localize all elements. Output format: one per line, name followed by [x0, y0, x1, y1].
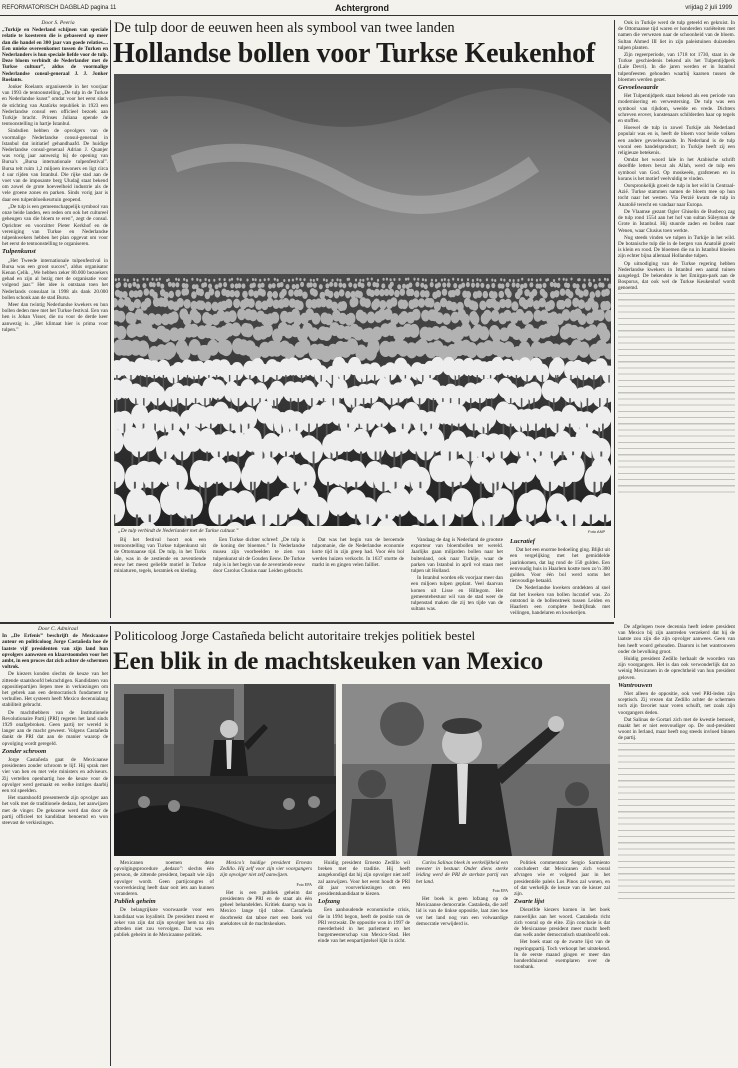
- section-title: Achtergrond: [335, 3, 389, 13]
- story2-subheading: Wantrouwen: [618, 681, 653, 689]
- story1-byline: Door S. Peeria: [41, 20, 75, 26]
- story1-headline: Hollandse bollen voor Turkse Keukenhof: [113, 38, 596, 69]
- salinas-photo: [342, 684, 610, 856]
- story2-left-column: [2, 626, 108, 1066]
- story1-right-column: [618, 20, 735, 620]
- story1-paragraph: De Vlaamse gezant Ogier Ghiselin de Busbecq zag de tulp rond 1554 aan het hof van sultan Süleyman de Grote in Istanbul. Hij stuurde zaden en bollen naar Wenen, waar Clusius toen werkte.: [618, 208, 735, 234]
- story2-paragraph: De kiezers konden slechts de keuze van het zittende staatshoofd bekrachtigen. Kandidaten van oppositiepartijen liepen mee in verkiezingen om het gebrek aan een democratisch fundament te verhullen. Het systeem heeft Mexico decennialang stabiliteit gebracht.: [2, 671, 108, 709]
- story1-column: [114, 537, 206, 618]
- story1-column: [213, 537, 305, 618]
- column-rule: [110, 626, 111, 1066]
- story2-paragraph: Politiek commentator Sergio Sarmiento concludeert dat Mexicanen zich vooral afvragen wie er volgend jaar in het presidentiële paleis Los Pinos zal wonen, en of dat werkelijk de keuze van de kiezer zal zijn.: [514, 860, 610, 898]
- story2-right-column: [618, 624, 735, 1066]
- story1-column: [312, 537, 404, 618]
- story1-paragraph: Op uitnodiging van de Turkse regering hebben Nederlandse kwekers in Istanbul een aantal tuinen aangelegd. De bekendste is het Emirgan-park aan de Bosporus, dat ook wel de Turkse Keukenhof wordt genoemd.: [618, 260, 735, 292]
- story2-paragraph: Een aanhoudende economische crisis, die in 1994 begon, heeft de positie van de PRI verzwakt. De oppositie won in 1997 de meerderheid in het parlement en het burgemeesterschap van Mexico-Stad. Het einde van het eenpartijstelsel lijkt in zicht.: [318, 907, 410, 945]
- story1-paragraph: Omdat het woord lale in het Arabische schrift dezelfde letters bevat als Allah, werd de tulp een symbool van God. Op moskeeën, grafstenen en in korans is het motief veelvuldig te vinden.: [618, 157, 735, 182]
- story1-paragraph: Dat was het begin van de beroemde tulpomanie, die de Nederlandse economie korte tijd in zijn greep had. Voor één bol werden huizen verkocht. In 1637 stortte de markt in en gingen velen failliet.: [312, 537, 404, 568]
- story2-column: [220, 860, 312, 1066]
- running-header: [0, 2, 738, 14]
- story1-paragraph: Zijn regeerperiode, van 1718 tot 1730, staat in de Turkse geschiedenis bekend als het Tulpentijdperk (Lale Devri). In die jaren werden er in Istanbul tulpenfeesten gehouden waarbij kaarsen tussen de bloemen werden gezet.: [618, 52, 735, 83]
- story-divider: [0, 622, 614, 624]
- story2-byline: Door C. Admiraal: [37, 626, 79, 632]
- story1-paragraph: Jonker Roelants organiseerde in het voorjaar van 1993 de tentoonstelling „De tulp in de Turkse en Nederlandse kunst” omdat voor het eerst sinds de stichting van Atatürks republiek in 1923 een Nederlandse consul een officieel bezoek aan Turkije bracht. Prinses Juliana opende de tentoonstelling in hartje Istanbul.: [2, 84, 108, 128]
- story1-left-column: [2, 20, 108, 618]
- story2-paragraph: Mexicanen noemen deze opvolgingsprocedure „dedazo”: slechts één persoon, de zittende president, bepaalt wie zijn opvolger wordt. Geen partijcongres of voorverkiezing heeft daar ooit iets aan kunnen veranderen.: [114, 860, 214, 898]
- photo2-caption: Mexico’s huidige president Ernesto Zedillo. Hij zelf voor zijn vier voorgangers zijn opvolger niet zelf aanwijzen.: [220, 860, 312, 879]
- story1-paragraph: Bij het festival hoort ook een tentoonstelling van Turkse tulpenkunst uit de Ottomaanse tijd. De tulp, in het Turks lale, was in de zestiende en zeventiende eeuw het meest geliefde motief in Turkse miniaturen, tegels, keramiek en kleding.: [114, 537, 206, 575]
- story2-column: [114, 860, 214, 1066]
- story1-subheading: Lucratief: [510, 538, 535, 545]
- story2-paragraph: Diezelfde kiezers komen in het boek nauwelijks aan het woord. Castañeda richt zich vooral op de elite. Zijn conclusie is dat de Mexicaanse president meer macht heeft dan welk ander democratisch staatshoofd ook.: [514, 907, 610, 939]
- story1-paragraph: Meer dan twintig Nederlandse kwekers en hun bollen deden mee met het Turkse festival. Een van hen is Johan Visser, die nu voor de derde keer aanwezig is. „Het klimaat hier is prima voor tulpen.”: [2, 301, 108, 333]
- story1-column: [510, 537, 610, 618]
- story2-paragraph: Het is een publiek geheim dat presidenten de PRI en de staat als één geheel behandelden. Kritiek daarop was in Mexico lange tijd taboe. Castañeda doorbreekt dat taboe met een boek vol anekdotes uit de machtskeuken.: [220, 889, 312, 927]
- story2-kicker: Politicoloog Jorge Castañeda belicht autoritaire trekjes politiek bestel: [114, 628, 476, 643]
- story2-column: [318, 860, 410, 1066]
- story2-lead: In „De Erfenis” beschrijft de Mexicaanse auteur en politicoloog Jorge Castañeda hoe de laatste vijf presidenten van zijn land hun opvolgers aanwezen en klaarstoomden voor het ambt, in een proces dat zich achter de schermen voltrok.: [2, 633, 108, 671]
- photo3-caption: Carlos Salinas bleek in werkelijkheid een meester in bestuur. Onder diens sterke leiding werd de PRI de sterkste partij van het land.: [416, 860, 508, 885]
- story2-paragraph: De afgelopen twee decennia heeft iedere president van Mexico bij zijn aantreden verzekerd dat hij de laatste zou zijn die zijn opvolger aanwees. Geen van hen heeft woord gehouden. Daarom is het wantrouwen onder de bevolking groot.: [618, 624, 735, 655]
- story1-kicker: De tulp door de eeuwen heen als symbool van twee landen: [114, 20, 455, 36]
- story1-lead: „Turkije en Nederland schijnen van speciale relatie te koesteren die is gebaseerd op meer dan die handel en 300 jaar van goede relaties.... Een unieke overeenkomst tussen de Turken en Nederlanders is hun speciale liefde voor de tulp. Deze bloem verbindt de Nederlander met de Turkse cultuur”, aldus de voormalige Nederlandse consul-generaal J. J. Jonker Roelants.: [2, 27, 108, 83]
- story1-paragraph: Nog steeds vinden we tulpen in Turkije in het wild. De botanische tulp die in de bergen van Anatolië groeit is klein en rood. De bloemen die nu in Istanbul bloeien zijn echter bijna allemaal Hollandse tulpen.: [618, 234, 735, 260]
- story2-paragraph: Dat Salinas de Gortari zich met de kwestie bemoeit, maakt het er niet eenvoudiger op. De oud-president woont in Ierland, maar heeft nog steeds invloed binnen de partij.: [618, 716, 735, 742]
- story1-paragraph: De Nederlandse kwekers ontdekten al snel dat het kweken van bollen lucratief was. Zo ontstond in de bollenstreek tussen Leiden en Haarlem een complete bedrijfstak met veilingen, handelaren en kwekerijen.: [510, 585, 610, 617]
- story1-paragraph: Het Tulpentijdperk staat bekend als een periode van modernisering en verwestersing. De tulp was een symbool van rijkdom, weelde en vrede. Dichters schreven erover, kunstenaars schilderden haar op tegels en stoffen.: [618, 93, 735, 125]
- story2-paragraph: Het boek staat op de zwarte lijst van de regeringspartij. Toch verkoopt het uitstekend. In de eerste maand gingen er meer dan honderdduizend exemplaren over de toonbank.: [514, 939, 610, 971]
- story1-subheading: Gevoelswaarde: [618, 84, 659, 92]
- story1-paragraph: In Istanbul worden elk voorjaar meer dan een miljoen tulpen geplant. Veel daarvan komen uit Lisse en Hillegom. Het gemeentebestuur wil van de stad weer de tulpenstad maken die zij ten tijde van de sultans was.: [411, 575, 503, 613]
- photo1-credit: Foto ANP: [588, 529, 606, 534]
- tulip-field-photo: [114, 74, 611, 526]
- paper-name: REFORMATORISCH DAGBLAD pagina 11: [2, 5, 117, 11]
- story1-paragraph: Oorspronkelijk groeit de tulp in het wild in Centraal-Azië. Turkse stammen namen de bloem mee op hun tocht naar het westen. Via Perzië kwam de tulp in Anatolië terecht en vandaar naar Europa.: [618, 183, 735, 208]
- story2-subheading: Zwarte lijst: [514, 898, 545, 906]
- story2-paragraph: Jorge Castañeda gaat de Mexicaanse presidenten zonder schroom te lijf. Hij sprak met vier van hen en met vele ministers en adviseurs. Zij vertellen openhartig hoe de keuze voor de opvolger werd gemaakt en welke intriges daarbij een rol speelden.: [2, 757, 108, 795]
- story2-paragraph: Het staatshoofd presenteerde zijn opvolger aan het volk met de traditionele dedazo, het aanwijzen met de vinger. De gekozene werd dan door de partij officieel tot kandidaat benoemd en won steevast de verkiezingen.: [2, 795, 108, 827]
- column-rule: [110, 20, 111, 618]
- story2-paragraph: De belangrijkste voorwaarde voor een kandidaat was loyaliteit. De president moest er zeker van zijn dat zijn opvolger hem na zijn aftreden niet zou vervolgen. Dat was een publiek geheim in de Mexicaanse politiek.: [114, 907, 214, 939]
- story2-headline: Een blik in de machtskeuken van Mexico: [113, 648, 543, 675]
- story2-subheading: Zonder schroom: [2, 747, 47, 755]
- column-rule: [614, 20, 615, 618]
- photo2-credit: Foto EPA: [296, 881, 312, 887]
- story1-subheading: Tulpenkunst: [2, 248, 36, 256]
- text-continuation: [618, 293, 735, 493]
- story2-paragraph: Het boek is geen lofzang op de Mexicaanse democratie. Castañeda, die zelf lid is van de linkse oppositie, laat zien hoe ver het land nog van een volwaardige democratie verwijderd is.: [416, 896, 508, 927]
- story1-paragraph: Sindsdien hebben de opvolgers van de voormalige Nederlandse consul-generaal in Istanbul dat initiatief gehandhaafd. De huidige Nederlandse consul-generaal Adrian J. Quanjer was vorig jaar aanwezig bij de opening van Bursa’s „Bursa internationale tulpenfestival”. Bursa telt ruim 1,2 miljoen inwoners en ligt circa 4 uur rijden van Istanbul. Die rijke stad aan de voet van de imposante berg Uludağ staat bekend om zowel de grote hoeveelheid industrie als de vele groene zones en parken. Sinds vorig jaar is daar een tulpenbloeikeurtuin geopend.: [2, 128, 108, 203]
- story1-paragraph: „Het Tweede internationale tulpenfestival in Bursa was een groot succes”, aldus organisator Kenan Çelik. „We hebben zeker 80.000 bezoekers gehad en zijn al bezig met de organisatie voor volgend jaar.” Het idee is ontstaan toen het Nederlands consulaat in 1998 als dank 20.000 bollen schonk aan de stad Bursa.: [2, 257, 108, 301]
- story2-column: [514, 860, 610, 1066]
- photo1-caption: „De tulp verbindt de Nederlander met de Turkse cultuur.”: [118, 528, 239, 534]
- story1-paragraph: Dat het een enorme bedoeling ging. Blijkt uit een vergelijking met het gemiddelde jaarinkomen, dat lag rond de 150 gulden. Een eenvoudig huis in Haarlem kostte toen zo’n 300 gulden. Voor één bol werd soms het tienvoudige betaald.: [510, 547, 610, 585]
- story2-paragraph: De machthebbers van de Institutionele Revolutionaire Partij (PRI) regeren het land sinds 1929 onafgebroken. Geen partij ter wereld is langer aan de macht geweest. Volgens Castañeda dankt de PRI dat aan de manier waarop de opvolging wordt geregeld.: [2, 709, 108, 747]
- story2-paragraph: Niet alleen de oppositie, ook veel PRI-leden zijn sceptisch. Zij vrezen dat Zedillo achter de schermen toch zijn favoriet naar voren schuift, net zoals zijn voorgangers deden.: [618, 691, 735, 716]
- zedillo-photo: [114, 684, 336, 856]
- text-continuation: [618, 743, 735, 903]
- story2-paragraph: Huidig president Ernesto Zedillo wil breken met de traditie. Hij heeft aangekondigd dat hij zijn opvolger niet zelf zal aanwijzen. Voor het eerst houdt de PRI dit jaar voorverkiezingen om een presidentskandidaat te kiezen.: [318, 860, 410, 898]
- photo3-credit: Foto EPA: [492, 887, 508, 893]
- header-rule: [0, 15, 738, 16]
- story1-paragraph: Een Turkse dichter schreef: „De tulp is de koning der bloemen.” In Nederlandse musea zijn voorbeelden te zien van tulpenkunst uit de Gouden Eeuw. De Turkse tulp is in het begin van de zeventiende eeuw door Carolus Clusius naar Leiden gebracht.: [213, 537, 305, 575]
- issue-date: vrijdag 2 juli 1999: [685, 5, 732, 11]
- story1-paragraph: Hoewel de tulp in zowel Turkije als Nederland populair was en is, heeft de bloem voor beide volken een andere gevoelswaarde. In Nederland is de tulp vooral een handelsproduct; in Turkije heeft zij een religieuze betekenis.: [618, 125, 735, 157]
- story1-paragraph: Ook in Turkije werd de tulp geteeld en gekruist. In de Ottomaanse tijd waren er honderden variëteiten met namen die verwezen naar de schoonheid van de bloem. Sultan Ahmed III liet in zijn paleistuinen duizenden tulpen planten.: [618, 20, 735, 51]
- story1-paragraph: „De tulp is een gemeenschappelijk symbool van onze beide landen, een reden om ook het cultureel geheugen van die bloem te eren”, zegt de consul. Oprichter en voorzitter Pieter Kerkhof en de vereniging van Turkse en Nederlandse tulpenkwekers hebben het plan opgevat om voor het eerst de tentoonstelling te organiseren.: [2, 203, 108, 248]
- story2-subheading: Publiek geheim: [114, 898, 156, 906]
- story1-column: [411, 537, 503, 618]
- story2-column: [416, 860, 508, 1066]
- story2-subheading: Lofzang: [318, 898, 341, 906]
- story1-paragraph: Vandaag de dag is Nederland de grootste exporteur van bloembollen ter wereld. Jaarlijks gaan miljarden bollen naar het buitenland, ook naar Turkije, waar de parken van Istanbul in april vol staan met tulpen uit Holland.: [411, 537, 503, 575]
- story2-paragraph: Huidig president Zedillo herhaalt de woorden van zijn voorgangers. Het is dan ook verwonderlijk dat zo weinig Mexicanen in de oprechtheid van hun president geloven.: [618, 656, 735, 681]
